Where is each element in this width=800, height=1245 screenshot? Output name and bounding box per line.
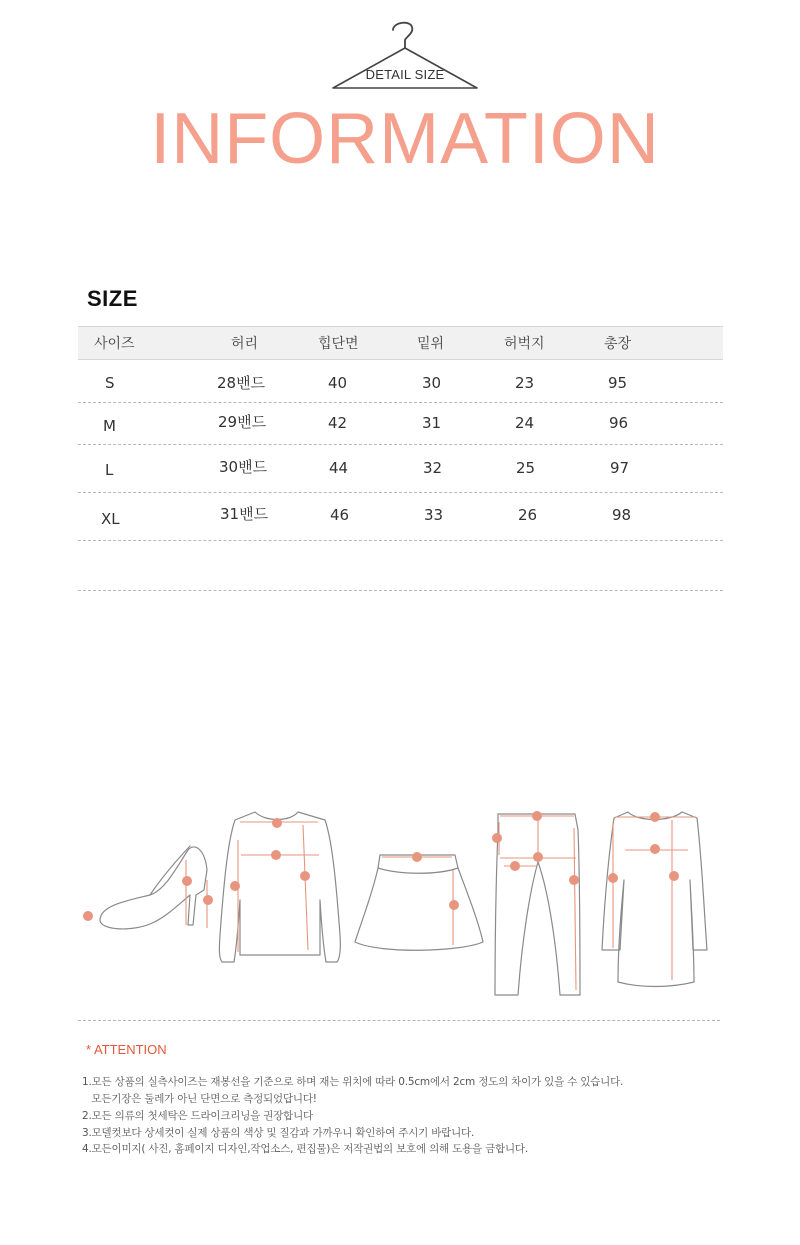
thigh-cell: 23 xyxy=(515,374,535,392)
length-cell: 95 xyxy=(608,374,628,392)
waist-cell: 30밴드 xyxy=(219,458,268,476)
thigh-cell: 25 xyxy=(516,459,536,477)
table-row xyxy=(78,359,723,403)
long-sleeve-top-icon xyxy=(219,812,340,962)
size-cell: S xyxy=(105,374,115,392)
size-cell: M xyxy=(103,417,116,435)
size-cell: L xyxy=(105,461,114,479)
hip-cell: 44 xyxy=(329,459,349,477)
size-section-label: SIZE xyxy=(87,286,138,311)
hip-cell: 40 xyxy=(328,374,348,392)
attention-divider xyxy=(78,1020,720,1021)
table-row-empty xyxy=(78,541,723,591)
column-header-hip: 힙단면 xyxy=(318,336,359,352)
column-header-waist: 허리 xyxy=(231,336,259,352)
waist-cell: 31밴드 xyxy=(220,505,269,523)
size-table-header xyxy=(78,326,723,360)
table-row xyxy=(78,403,723,445)
column-header-thigh: 허벅지 xyxy=(504,336,545,352)
hip-cell: 46 xyxy=(330,506,350,524)
rise-cell: 33 xyxy=(424,506,444,524)
attention-note: 1.모든 상품의 실측사이즈는 재봉선을 기준으로 하며 재는 위치에 따라 0.5cm에서 2cm 정도의 차이가 있을 수 있습니다. xyxy=(82,1076,624,1088)
dress-icon xyxy=(602,812,707,987)
skirt-icon xyxy=(355,852,483,950)
attention-note: 2.모든 의류의 첫세탁은 드라이크리닝을 권장합니다 xyxy=(82,1110,313,1122)
page-title: INFORMATION xyxy=(150,99,660,179)
table-row xyxy=(78,445,723,493)
rise-cell: 31 xyxy=(422,414,442,432)
size-cell: XL xyxy=(101,510,120,528)
rise-cell: 30 xyxy=(422,374,442,392)
waist-cell: 28밴드 xyxy=(217,374,266,392)
detail-size-badge: DETAIL SIZE xyxy=(365,67,445,82)
attention-note: 3.모델컷보다 상세컷이 실제 상품의 색상 및 질감과 가까우니 확인하여 주시기 바랍니다. xyxy=(82,1127,475,1139)
column-header-rise: 밑위 xyxy=(417,336,445,352)
high-heel-icon xyxy=(83,846,213,929)
waist-cell: 29밴드 xyxy=(218,413,267,431)
length-cell: 98 xyxy=(612,506,632,524)
length-cell: 96 xyxy=(609,414,629,432)
table-row xyxy=(78,493,723,541)
hip-cell: 42 xyxy=(328,414,348,432)
attention-note: 모든기장은 둘레가 아닌 단면으로 측정되었답니다! xyxy=(82,1093,317,1105)
measurement-illustrations xyxy=(78,800,723,1000)
column-header-size: 사이즈 xyxy=(94,336,135,352)
length-cell: 97 xyxy=(610,459,630,477)
thigh-cell: 26 xyxy=(518,506,538,524)
rise-cell: 32 xyxy=(423,459,443,477)
attention-note: 4.모든이미지( 사진, 홈페이지 디자인,작업소스, 편집물)은 저작권법의 보호에 의해 도용을 금합니다. xyxy=(82,1143,528,1155)
pants-icon xyxy=(492,811,580,995)
column-header-length: 총장 xyxy=(604,336,632,352)
thigh-cell: 24 xyxy=(515,414,535,432)
attention-title: * ATTENTION xyxy=(86,1042,167,1057)
